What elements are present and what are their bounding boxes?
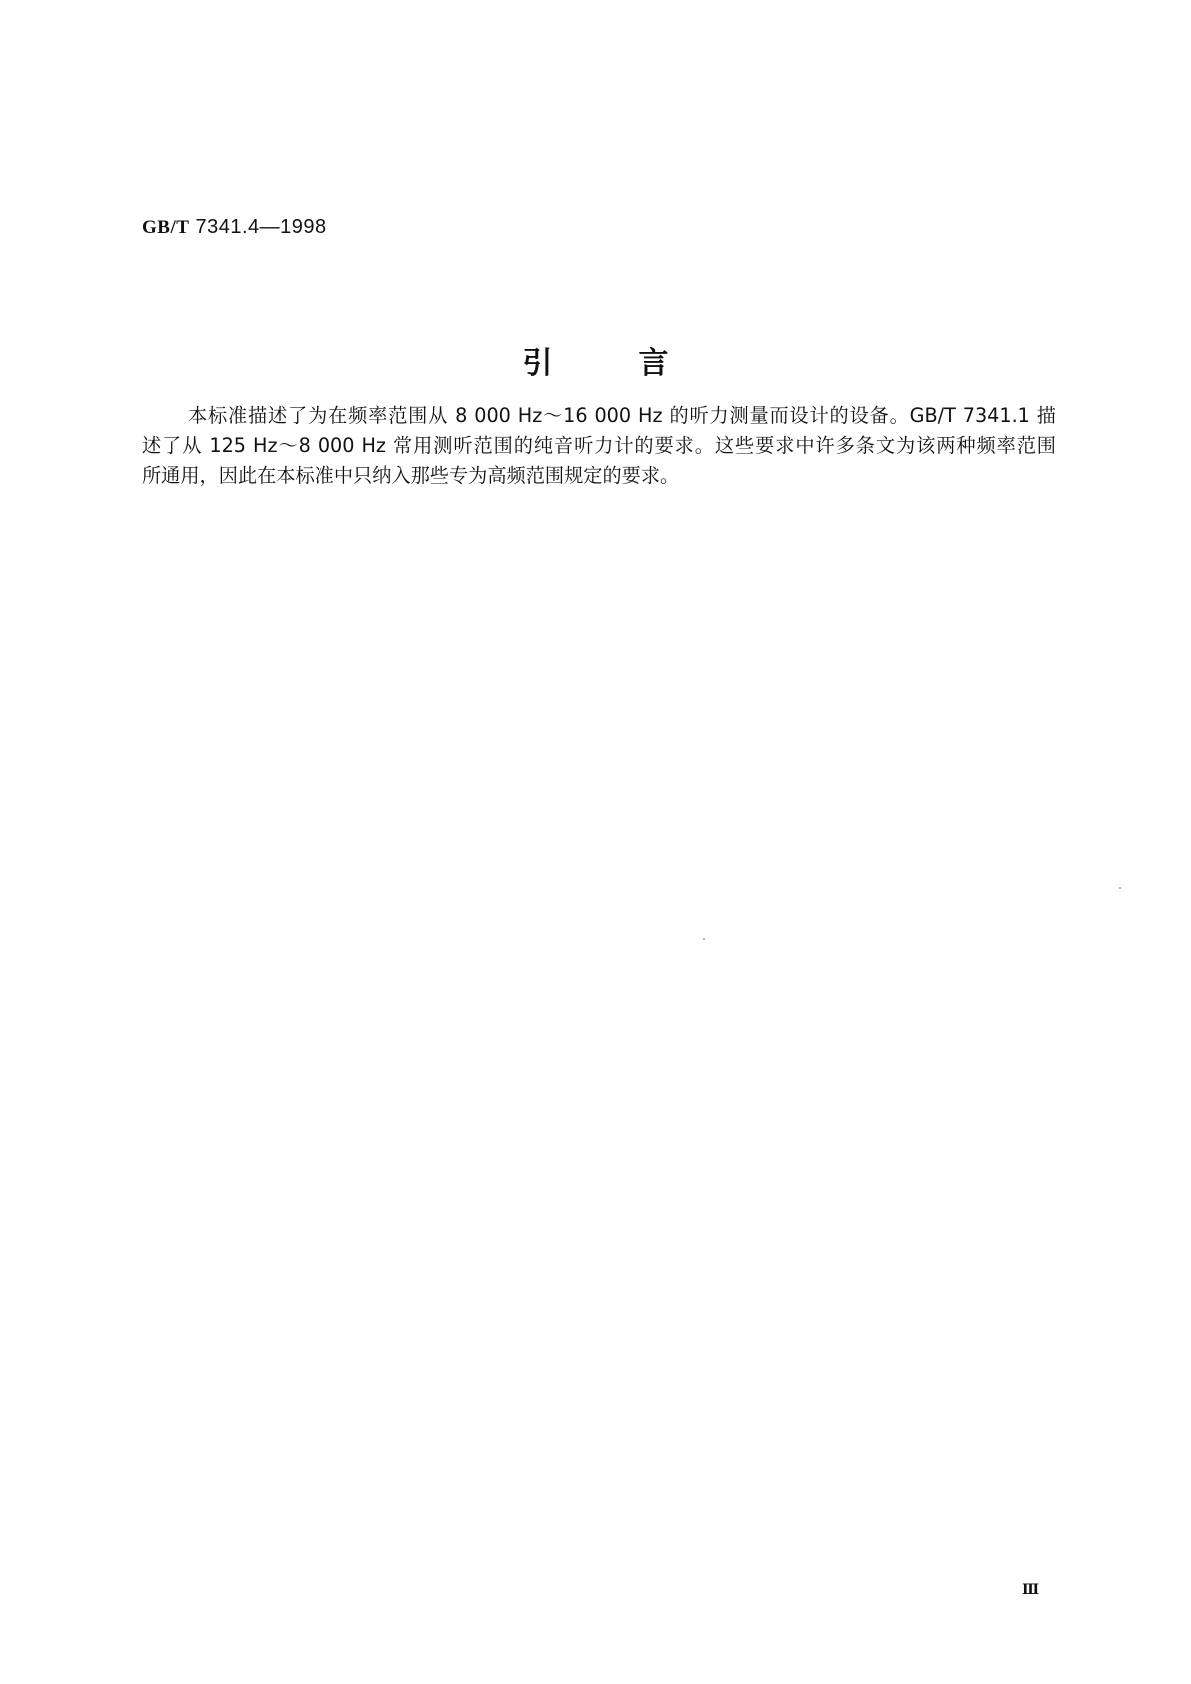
paragraph-line: 本标准描述了为在频率范围从 8 000 Hz～16 000 Hz 的听力测量而设计的设备。GB/T 7341.1 描 <box>188 404 1056 427</box>
introduction-paragraph <box>142 401 1056 491</box>
standard-number: 7341.4—1998 <box>195 216 327 238</box>
section-title: 引言 <box>522 346 755 381</box>
paragraph-line: 述了从 125 Hz～8 000 Hz 常用测听范围的纯音听力计的要求。这些要求中许多条文为该两种频率范围 <box>142 434 1056 457</box>
scan-speck <box>1119 887 1121 889</box>
paragraph-line: 所通用，因此在本标准中只纳入那些专为高频范围规定的要求。 <box>142 464 680 487</box>
standard-code <box>142 216 327 239</box>
page-number: Ⅲ <box>1022 1583 1040 1598</box>
scan-speck <box>703 938 705 940</box>
standard-prefix: GB/T <box>142 217 190 238</box>
